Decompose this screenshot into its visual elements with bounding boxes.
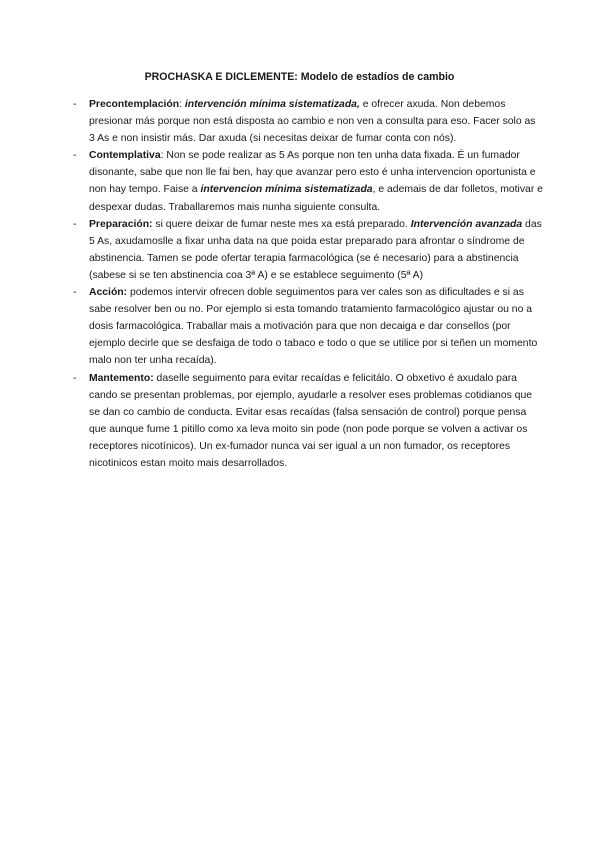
stage-precontemplacion: [73, 96, 543, 147]
stage-text: daselle seguimento para evitar recaídas e felicitálo. O obxetivo é axudalo para cando se presentan problemas, por ejemplo, ayudarle a resolver eses problemas cotidianos que se dan co cambio de conducta. Evitar esas recaídas (falsa sensación de control) porque pensa que aunque fume 1 pitillo como xa leva moito sin pode (non pode porque se volven a activar os receptores nicotínicos). Un ex-fumador nunca vai ser igual a un non fumador, os receptores nicotinicos estan moito mais desarrollados.: [89, 372, 533, 469]
stage-preparacion: [73, 216, 543, 284]
stage-mantemento: [73, 370, 543, 473]
bullet-dash: -: [73, 150, 77, 162]
stage-emphasis: intervencion mínima sistematizada: [200, 184, 373, 196]
stage-emphasis: intervención mínima sistematizada,: [184, 99, 360, 110]
stage-text: : Non se pode realizar as 5 As porque non ten unha data fixada. É un fumador disonante, sabe que non lle fai ben, hay que avanzar pero esto é unha intervencion oportunista e non hay tempo. Faise a: [89, 150, 536, 196]
stage-text: si quere deixar de fumar neste mes xa está preparado.: [152, 218, 411, 230]
bullet-dash: -: [73, 372, 77, 384]
stage-text: , e ademais de dar folletos, motivar e despexar dudas. Traballaremos mais nunha siguiente consulta.: [89, 184, 543, 213]
stage-name: Contemplativa: [89, 150, 161, 162]
stage-text: e ofrecer axuda. Non debemos presionar más porque non está disposta ao cambio e non ven a consulta para eso. Facer solo as 3 As e non insistir más. Dar axuda (si necesitas deixar de fumar conta con nós).: [89, 99, 536, 145]
stage-text: podemos intervir ofrecen doble seguimentos para ver cales son as dificultades e si as sabe resolver ben ou no. Por ejemplo si esta tomando tratamiento farmacológico ajustar ou no a dosis farmacológica. Traballar mais a motivación para que non decaiga e dar consellos (por ejemplo decirle que se desfaiga de todo o tabaco e todo o que se utilice por si teñen un momento malo non ter unha recaída).: [89, 287, 538, 367]
stage-name: Precontemplación: [89, 99, 180, 110]
stages-list: [73, 96, 543, 472]
stage-accion: [73, 284, 543, 369]
bullet-dash: -: [73, 218, 77, 230]
document-title: PROCHASKA E DICLEMENTE: Modelo de estadíos de cambio: [144, 71, 455, 83]
stage-text: das 5 As, axudamoslle a fixar unha data na que poida estar preparado para afrontar o síndrome de abstinencia. Tamen se pode ofertar terapia farmacológica (se é necesario) para a abstinencia (sabese si se ten abstinencia coa 3ª A) e se establece seguimento (5ª A): [89, 218, 542, 281]
stage-text: :: [179, 99, 185, 110]
stage-name: Mantemento:: [89, 372, 154, 384]
bullet-dash: -: [73, 99, 77, 110]
stage-name: Preparación:: [89, 218, 153, 230]
bullet-dash: -: [73, 287, 77, 299]
stage-contemplativa: [73, 147, 543, 215]
stage-name: Acción:: [89, 287, 128, 299]
stage-emphasis: Intervención avanzada: [410, 218, 523, 230]
